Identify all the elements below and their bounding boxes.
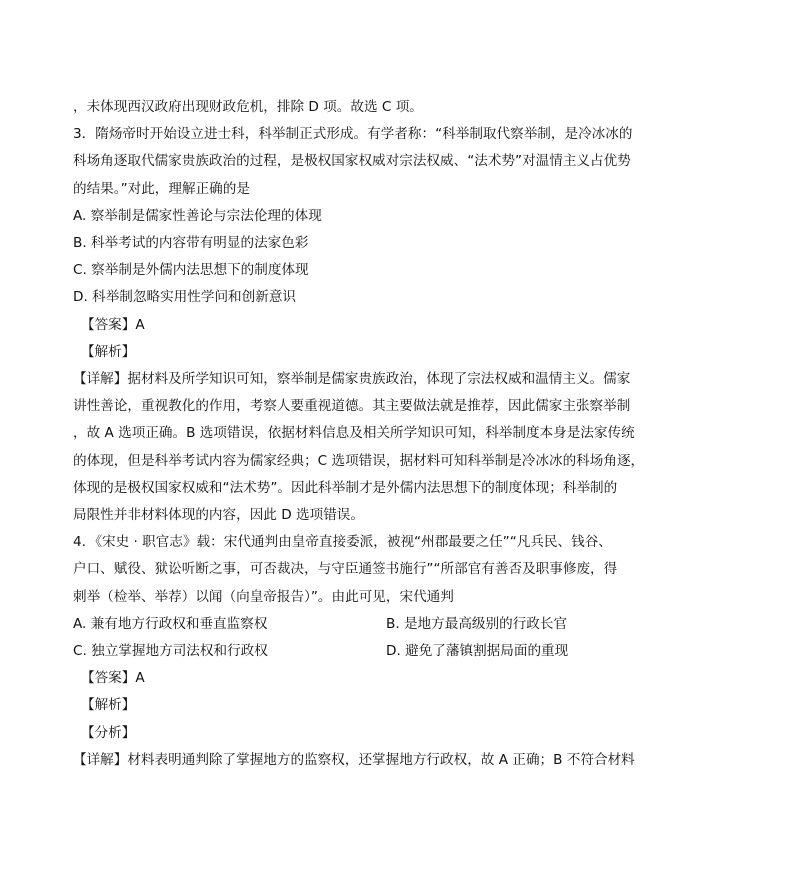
q3-analysis-label: 【解析】 bbox=[81, 343, 136, 360]
q3-detail-line-3: ，故 A 选项正确。B 选项错误，依据材料信息及相关所学知识可知，科举制度本身是法家传统 bbox=[73, 425, 635, 442]
q3-detail-line-4: 的体现，但是科举考试内容为儒家经典；C 选项错误，据材料可知科举制是冷冰冰的科场角逐， bbox=[73, 452, 645, 469]
q4-detail-line-1: 【详解】材料表明通判除了掌握地方的监察权，还掌握地方行政权，故 A 正确；B 不符合材料 bbox=[73, 751, 635, 768]
q3-option-c: C. 察举制是外儒内法思想下的制度体现 bbox=[73, 262, 309, 279]
q4-analysis-sub: 【分析】 bbox=[81, 724, 136, 741]
q3-detail-line-6: 局限性并非材料体现的内容，因此 D 选项错误。 bbox=[73, 507, 364, 524]
q3-stem-line-3: 的结果。”对此，理解正确的是 bbox=[73, 180, 250, 197]
q4-stem-line-1: 4．《宋史 · 职官志》载：宋代通判由皇帝直接委派，被视“州郡最要之任”“凡兵民、钱谷、 bbox=[73, 534, 612, 551]
q4-option-b: B. 是地方最高级别的行政长官 bbox=[386, 615, 568, 632]
q4-options-row-1 bbox=[73, 611, 733, 638]
q3-detail-line-5: 体现的是极权国家权威和“法术势”。因此科举制才是外儒内法思想下的制度体现；科举制的 bbox=[73, 479, 618, 496]
previous-answer-tail: ，未体现西汉政府出现财政危机，排除 D 项。故选 C 项。 bbox=[73, 99, 423, 115]
q4-answer: 【答案】A bbox=[81, 670, 145, 687]
q4-options-row-2 bbox=[73, 638, 733, 665]
q4-option-a: A. 兼有地方行政权和垂直监察权 bbox=[73, 615, 268, 632]
q3-answer: 【答案】A bbox=[81, 316, 145, 333]
q4-option-c: C. 独立掌握地方司法权和行政权 bbox=[73, 643, 268, 660]
q3-option-b: B. 科举考试的内容带有明显的法家色彩 bbox=[73, 235, 309, 252]
q4-option-d: D. 避免了藩镇割据局面的重现 bbox=[386, 643, 569, 660]
q3-stem-line-2: 科场角逐取代儒家贵族政治的过程，是极权国家权威对宗法权威、“法术势”对温情主义占优势 bbox=[73, 153, 631, 170]
document-body bbox=[73, 94, 733, 774]
q4-analysis-label: 【解析】 bbox=[81, 697, 136, 714]
q3-option-a: A. 察举制是儒家性善论与宗法伦理的体现 bbox=[73, 207, 322, 224]
q3-detail-line-1: 【详解】据材料及所学知识可知，察举制是儒家贵族政治，体现了宗法权威和温情主义。儒家 bbox=[73, 371, 631, 388]
question-3 bbox=[73, 121, 733, 529]
q4-stem-line-2: 户口、赋役、狱讼听断之事，可否裁决，与守臣通签书施行”“所部官有善否及职事修废，得 bbox=[73, 561, 618, 578]
q3-stem-line-1: 3．隋炀帝时开始设立进士科，科举制正式形成。有学者称：“科举制取代察举制，是冷冰冰的 bbox=[73, 126, 633, 143]
question-4 bbox=[73, 529, 733, 774]
q4-stem-line-3: 刺举（检举、举荐）以闻（向皇帝报告）”。由此可见，宋代通判 bbox=[73, 588, 454, 605]
q3-detail-line-2: 讲性善论，重视教化的作用，考察人要重视道德。其主要做法就是推荐，因此儒家主张察举制 bbox=[73, 398, 631, 415]
q3-option-d: D. 科举制忽略实用性学问和创新意识 bbox=[73, 289, 297, 306]
